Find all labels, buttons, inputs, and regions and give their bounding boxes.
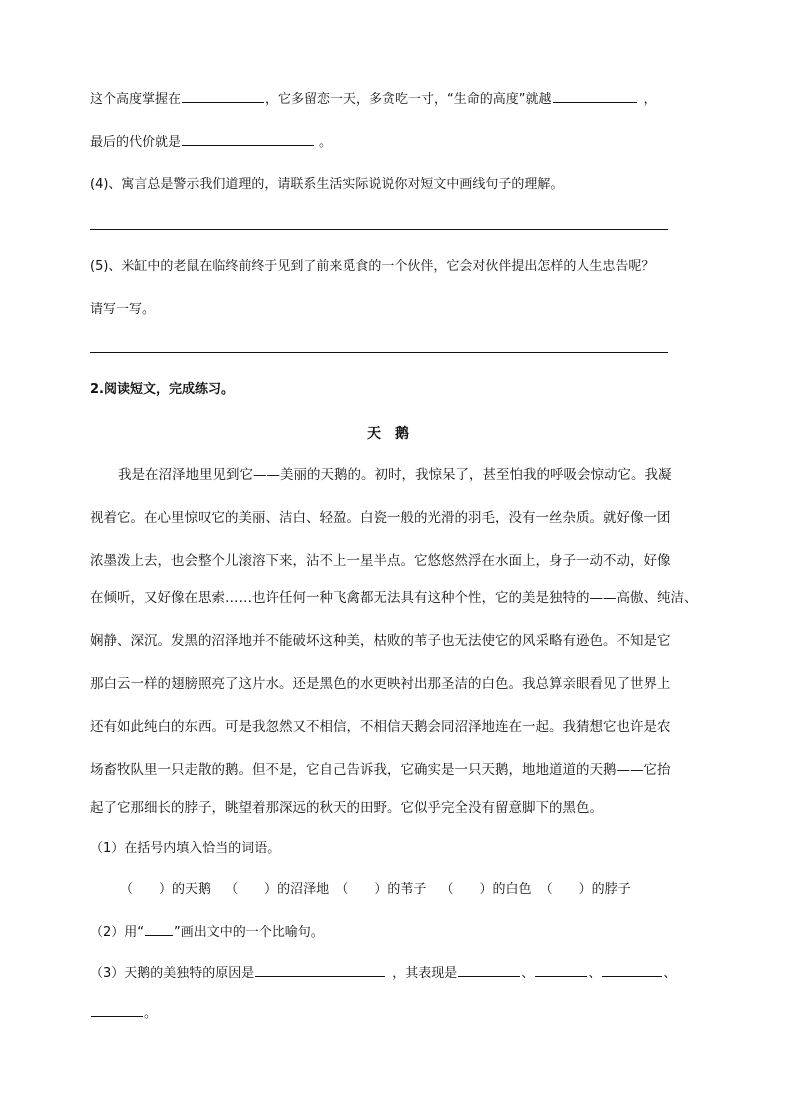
text: 最后的代价就是 <box>90 135 182 150</box>
passage-line: 在倾听，又好像在思索……也许任何一种飞禽都无法具有这种个性，它的美是独特的——高傲、纯洁、 <box>90 590 698 606</box>
question-4: (4)、寓言总是警示我们道理的，请联系生活实际说说你对短文中画线句子的理解。 <box>90 177 564 192</box>
answer-blank[interactable] <box>182 90 264 103</box>
question-3-continued <box>90 1004 700 1023</box>
text: 、 <box>663 966 677 981</box>
answer-blank[interactable] <box>602 964 662 977</box>
blank-item[interactable]: （ ）的苇子 <box>335 882 427 897</box>
fill-line-1 <box>90 90 700 109</box>
blank-item[interactable]: （ ）的脖子 <box>539 882 631 897</box>
text: 。 <box>319 135 333 150</box>
passage-line: 浓墨泼上去，也会整个儿滚溶下来，沾不上一星半点。它悠悠然浮在水面上，身子一动不动，好像 <box>90 553 671 569</box>
text: ，它多留恋一天，多贪吃一寸，“生命的高度”就越 <box>265 92 552 107</box>
answer-line[interactable] <box>90 229 668 230</box>
blank-item[interactable]: （ ）的天鹅 <box>120 882 212 897</box>
question-1-items <box>120 881 730 899</box>
passage-line: 我是在沼泽地里见到它——美丽的天鹅的。初时，我惊呆了，甚至怕我的呼吸会惊动它。我凝 <box>118 467 672 483</box>
answer-blank[interactable] <box>255 964 385 977</box>
text: 。 <box>144 1006 158 1021</box>
underline-sample <box>145 924 173 936</box>
text: 这个高度掌握在 <box>90 92 182 107</box>
text: ”画出文中的一个比喻句。 <box>174 925 324 940</box>
passage-line: 视着它。在心里惊叹它的美丽、洁白、轻盈。白瓷一般的光滑的羽毛，没有一丝杂质。就好像一团 <box>90 510 671 526</box>
passage-line: 娴静、深沉。发黑的沼泽地并不能破坏这种美，枯败的苇子也无法使它的风采略有逊色。不知是它 <box>90 633 671 649</box>
blank-item[interactable]: （ ）的白色 <box>440 882 532 897</box>
text: （3）天鹅的美独特的原因是 <box>90 966 255 981</box>
answer-blank[interactable] <box>553 90 637 103</box>
passage-line: 场畜牧队里一只走散的鹅。但不是，它自己告诉我，它确实是一只天鹅，地地道道的天鹅——它抬 <box>90 762 671 778</box>
passage-title: 天鹅 <box>367 426 423 442</box>
question-5-line-2: 请写一写。 <box>90 302 156 317</box>
answer-blank[interactable] <box>535 964 587 977</box>
question-2 <box>90 924 700 942</box>
passage-line: 还有如此纯白的东西。可是我忽然又不相信，不相信天鹅会同沼泽地连在一起。我猜想它也许是农 <box>90 719 671 735</box>
section-heading: 2.阅读短文，完成练习。 <box>90 382 234 397</box>
answer-line[interactable] <box>90 352 668 353</box>
text: 、 <box>521 966 535 981</box>
question-5-line-1: (5)、米缸中的老鼠在临终前终于见到了前来觅食的一个伙伴，它会对伙伴提出怎样的人生忠告呢？ <box>90 259 655 274</box>
blank-item[interactable]: （ ）的沼泽地 <box>225 882 330 897</box>
question-3 <box>90 964 700 983</box>
fill-line-2 <box>90 133 700 152</box>
answer-blank[interactable] <box>182 133 314 146</box>
answer-blank[interactable] <box>91 1004 143 1017</box>
answer-blank[interactable] <box>458 964 520 977</box>
passage-line: 起了它那细长的脖子，眺望着那深远的秋天的田野。它似乎完全没有留意脚下的黑色。 <box>90 800 603 816</box>
text: （2）用“ <box>90 925 145 940</box>
question-1: （1）在括号内填入恰当的词语。 <box>90 841 281 856</box>
text: 、 <box>588 966 602 981</box>
text: ， <box>643 92 657 107</box>
passage-line: 那白云一样的翅膀照亮了这片水。还是黑色的水更映衬出那圣洁的白色。我总算亲眼看见了世界上 <box>90 676 671 692</box>
text: ，其表现是 <box>392 966 458 981</box>
